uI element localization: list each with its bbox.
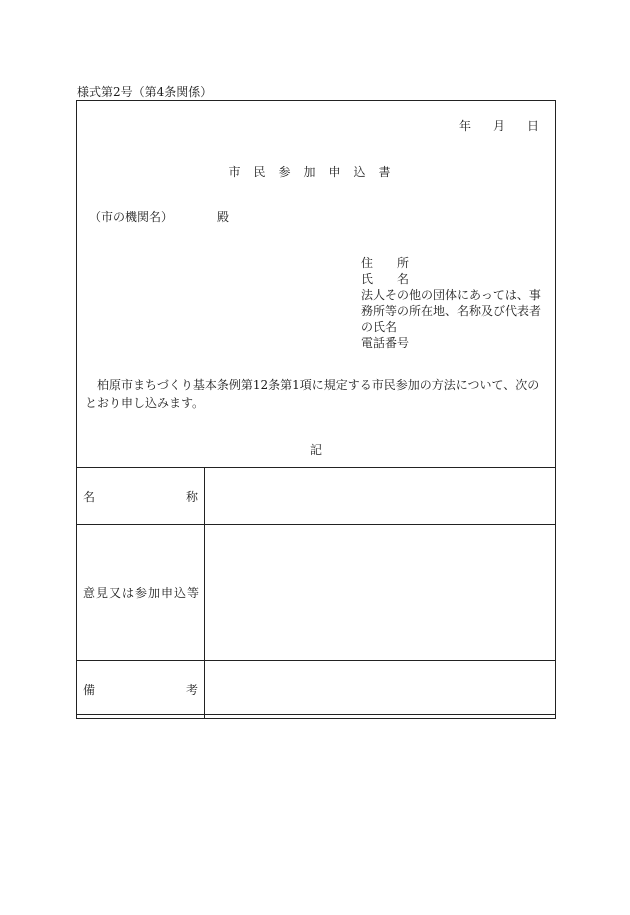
document-title: 市民参加申込書 — [228, 165, 404, 179]
day-label: 日 — [526, 119, 539, 133]
remarks-label-right: 考 — [185, 683, 198, 697]
date-line — [459, 117, 539, 134]
month-label: 月 — [492, 119, 505, 133]
ki-note-heading: 記 — [309, 443, 322, 457]
remarks-field-label — [77, 661, 205, 719]
name-row — [361, 271, 547, 287]
application-statement: 柏原市まちづくり基本条例第12条第1項に規定する市民参加の方法について、次のとおり申し込みます。 — [85, 378, 540, 410]
addressee — [89, 208, 229, 225]
table-row — [77, 661, 556, 719]
name-field-value[interactable] — [205, 468, 556, 525]
table-row — [77, 525, 556, 661]
name-label-right: 称 — [185, 489, 198, 504]
phone-label: 電話番号 — [361, 336, 410, 350]
opinion-field-label — [77, 525, 205, 661]
opinion-label-text: 意見又は参加申込等 — [83, 586, 201, 600]
address-label-second: 所 — [397, 256, 410, 270]
form-number-label: 様式第2号（第4条関係） — [77, 85, 213, 99]
application-table — [76, 467, 556, 719]
year-label: 年 — [458, 119, 471, 133]
name-field-label — [77, 468, 205, 525]
corporate-note: 法人その他の団体にあっては、事務所等の所在地、名称及び代表者の氏名 — [361, 288, 542, 334]
name-label-first: 氏 — [361, 272, 374, 286]
address-row — [361, 255, 547, 271]
name-label-left: 名 — [83, 489, 96, 504]
agency-name-label: （市の機関名） — [89, 210, 174, 224]
remarks-field-value[interactable] — [205, 661, 556, 719]
name-label-second: 名 — [397, 272, 410, 286]
table-row — [77, 468, 556, 525]
opinion-field-value[interactable] — [205, 525, 556, 661]
applicant-block — [361, 255, 547, 351]
remarks-label-left: 備 — [83, 683, 96, 697]
application-form-frame — [76, 100, 556, 715]
honorific-suffix: 殿 — [217, 210, 230, 224]
address-label-first: 住 — [361, 256, 374, 270]
